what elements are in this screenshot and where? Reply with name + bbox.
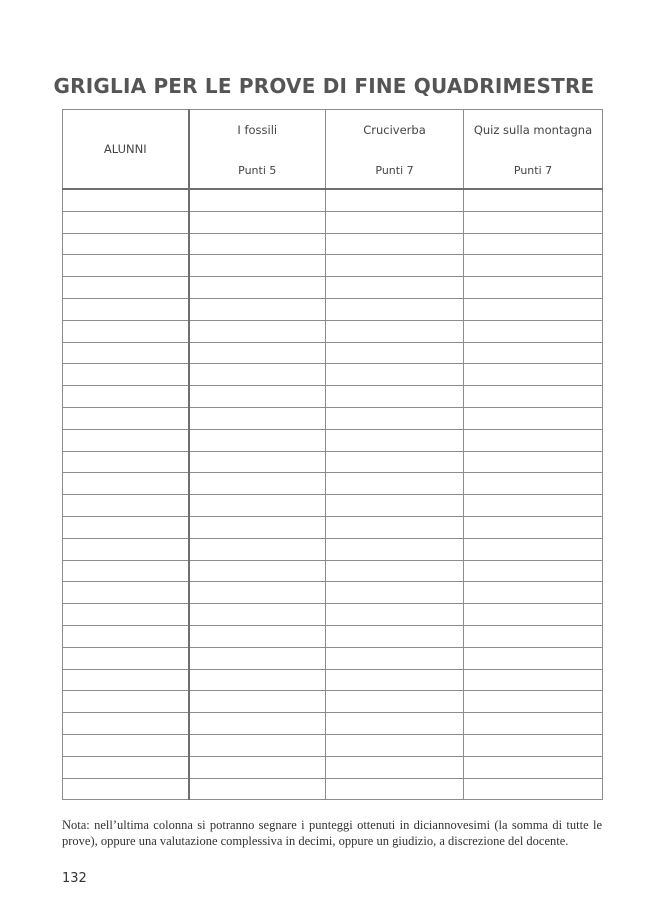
score-cell: [326, 625, 464, 647]
score-cell: [464, 277, 603, 299]
score-cell: [189, 386, 326, 408]
score-cell: [464, 386, 603, 408]
table-row: [63, 669, 603, 691]
student-name-cell: [63, 277, 189, 299]
student-name-cell: [63, 778, 189, 800]
score-cell: [326, 734, 464, 756]
test-name: Cruciverba: [363, 123, 426, 137]
student-name-cell: [63, 189, 189, 211]
table-row: [63, 778, 603, 800]
header-alunni: ALUNNI: [63, 110, 189, 190]
score-cell: [326, 364, 464, 386]
student-name-cell: [63, 342, 189, 364]
header-test-cruciverba: [326, 110, 464, 190]
score-cell: [464, 647, 603, 669]
header-test-fossili: [189, 110, 326, 190]
score-cell: [189, 277, 326, 299]
table-row: [63, 625, 603, 647]
score-cell: [464, 407, 603, 429]
student-name-cell: [63, 473, 189, 495]
table-row: [63, 255, 603, 277]
score-cell: [189, 625, 326, 647]
table-row: [63, 473, 603, 495]
student-name-cell: [63, 582, 189, 604]
student-name-cell: [63, 516, 189, 538]
student-name-cell: [63, 298, 189, 320]
score-cell: [189, 582, 326, 604]
score-cell: [326, 538, 464, 560]
score-cell: [464, 451, 603, 473]
student-name-cell: [63, 604, 189, 626]
table-row: [63, 364, 603, 386]
score-cell: [326, 407, 464, 429]
student-name-cell: [63, 386, 189, 408]
table-row: [63, 298, 603, 320]
score-cell: [326, 386, 464, 408]
student-name-cell: [63, 669, 189, 691]
score-cell: [189, 407, 326, 429]
score-table: [62, 109, 603, 800]
score-cell: [189, 255, 326, 277]
score-cell: [326, 756, 464, 778]
score-cell: [464, 364, 603, 386]
score-cell: [326, 560, 464, 582]
score-cell: [326, 669, 464, 691]
table-body: [63, 189, 603, 800]
table-row: [63, 407, 603, 429]
score-cell: [326, 298, 464, 320]
student-name-cell: [63, 691, 189, 713]
student-name-cell: [63, 538, 189, 560]
header-test-quiz: [464, 110, 603, 190]
table-row: [63, 233, 603, 255]
score-cell: [464, 756, 603, 778]
student-name-cell: [63, 364, 189, 386]
score-cell: [189, 298, 326, 320]
table-row: [63, 320, 603, 342]
score-cell: [326, 473, 464, 495]
score-cell: [464, 320, 603, 342]
score-cell: [189, 189, 326, 211]
score-cell: [189, 495, 326, 517]
student-name-cell: [63, 407, 189, 429]
table-row: [63, 560, 603, 582]
footnote: Nota: nell’ultima colonna si potranno segnare i punteggi ottenuti in diciannovesimi (la somma di tutte le prove), oppure una valutazione complessiva in decimi, oppure un giudizio, a discrezione del docente.: [62, 818, 602, 848]
student-name-cell: [63, 451, 189, 473]
score-cell: [464, 691, 603, 713]
score-cell: [189, 233, 326, 255]
score-cell: [464, 342, 603, 364]
student-name-cell: [63, 625, 189, 647]
score-cell: [464, 233, 603, 255]
test-points: Punti 7: [513, 164, 553, 177]
score-cell: [464, 255, 603, 277]
score-cell: [189, 342, 326, 364]
score-cell: [326, 582, 464, 604]
score-cell: [189, 756, 326, 778]
table-row: [63, 516, 603, 538]
score-cell: [326, 516, 464, 538]
score-cell: [464, 189, 603, 211]
student-name-cell: [63, 756, 189, 778]
score-cell: [464, 560, 603, 582]
score-cell: [464, 516, 603, 538]
student-name-cell: [63, 320, 189, 342]
table-row: [63, 429, 603, 451]
table-row: [63, 211, 603, 233]
score-cell: [464, 778, 603, 800]
table-row: [63, 647, 603, 669]
score-cell: [326, 647, 464, 669]
student-name-cell: [63, 211, 189, 233]
score-cell: [326, 429, 464, 451]
table-row: [63, 582, 603, 604]
student-name-cell: [63, 560, 189, 582]
score-cell: [189, 647, 326, 669]
score-cell: [189, 560, 326, 582]
score-cell: [189, 211, 326, 233]
score-cell: [464, 604, 603, 626]
score-cell: [464, 538, 603, 560]
score-cell: [189, 320, 326, 342]
score-cell: [464, 669, 603, 691]
table-row: [63, 756, 603, 778]
score-cell: [464, 734, 603, 756]
score-cell: [189, 538, 326, 560]
score-cell: [326, 495, 464, 517]
table-row: [63, 713, 603, 735]
score-cell: [326, 189, 464, 211]
test-points: Punti 5: [238, 164, 277, 177]
student-name-cell: [63, 734, 189, 756]
score-cell: [189, 669, 326, 691]
table-row: [63, 189, 603, 211]
score-cell: [189, 734, 326, 756]
score-cell: [189, 604, 326, 626]
score-cell: [189, 691, 326, 713]
student-name-cell: [63, 647, 189, 669]
table-row: [63, 691, 603, 713]
score-grid: [62, 109, 602, 794]
score-cell: [326, 233, 464, 255]
student-name-cell: [63, 713, 189, 735]
page-number: 132: [62, 871, 87, 886]
table-row: [63, 451, 603, 473]
score-cell: [326, 211, 464, 233]
score-cell: [464, 473, 603, 495]
score-cell: [189, 516, 326, 538]
score-cell: [326, 604, 464, 626]
table-row: [63, 277, 603, 299]
score-cell: [326, 342, 464, 364]
score-cell: [326, 277, 464, 299]
score-cell: [189, 713, 326, 735]
score-cell: [326, 713, 464, 735]
score-cell: [464, 298, 603, 320]
score-cell: [189, 364, 326, 386]
student-name-cell: [63, 255, 189, 277]
score-cell: [326, 255, 464, 277]
test-name: Quiz sulla montagna: [473, 123, 593, 137]
score-cell: [326, 451, 464, 473]
test-name: I fossili: [237, 123, 278, 137]
student-name-cell: [63, 233, 189, 255]
score-cell: [464, 211, 603, 233]
score-cell: [464, 582, 603, 604]
student-name-cell: [63, 495, 189, 517]
score-cell: [189, 473, 326, 495]
score-cell: [464, 429, 603, 451]
score-cell: [326, 320, 464, 342]
table-row: [63, 538, 603, 560]
table-row: [63, 386, 603, 408]
test-points: Punti 7: [375, 164, 414, 177]
score-cell: [189, 778, 326, 800]
score-cell: [464, 625, 603, 647]
score-cell: [326, 778, 464, 800]
score-cell: [464, 713, 603, 735]
student-name-cell: [63, 429, 189, 451]
table-row: [63, 495, 603, 517]
score-cell: [189, 429, 326, 451]
score-cell: [464, 495, 603, 517]
header-row: [63, 110, 603, 190]
score-cell: [189, 451, 326, 473]
table-row: [63, 342, 603, 364]
score-cell: [326, 691, 464, 713]
table-row: [63, 734, 603, 756]
table-row: [63, 604, 603, 626]
page-title: GRIGLIA PER LE PROVE DI FINE QUADRIMESTRE: [53, 74, 595, 98]
